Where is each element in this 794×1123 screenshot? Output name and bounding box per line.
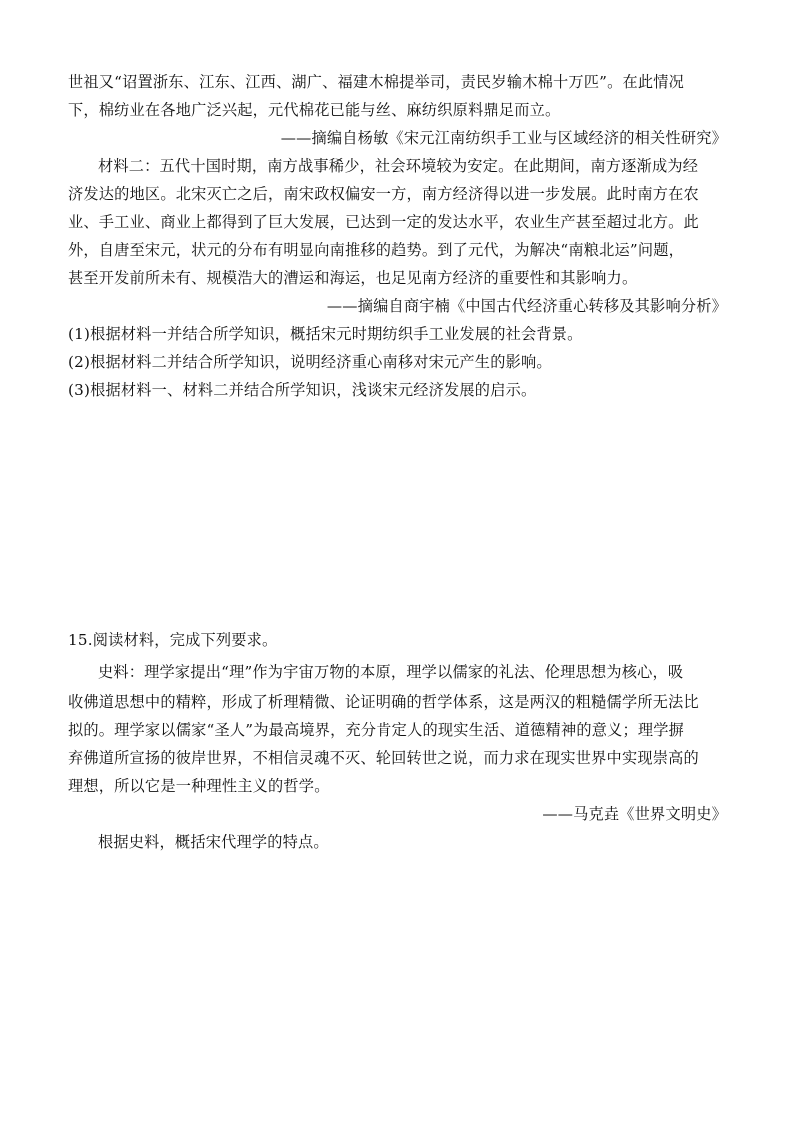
historical-material-line4: 弃佛道所宣扬的彼岸世界，不相信灵魂不灭、轮回转世之说，而力求在现实世界中实现崇高的 bbox=[68, 749, 699, 767]
material2-line3: 业、手工业、商业上都得到了巨大发展，已达到一定的发达水平，农业生产甚至超过北方。此 bbox=[68, 213, 699, 231]
question-2: (2)根据材料二并结合所学知识，说明经济重心南移对宋元产生的影响。 bbox=[68, 353, 552, 371]
question-1: (1)根据材料一并结合所学知识，概括宋元时期纺织手工业发展的社会背景。 bbox=[68, 325, 583, 343]
historical-material-line3: 拟的。理学家以儒家“圣人”为最高境界，充分肯定人的现实生活、道德精神的意义；理学摒 bbox=[68, 721, 685, 739]
historical-material-line1: 史料：理学家提出“理”作为宇宙万物的本原，理学以儒家的礼法、伦理思想为核心，吸 bbox=[98, 663, 684, 681]
historical-material-line5: 理想，所以它是一种理性主义的哲学。 bbox=[68, 777, 330, 795]
material2-line2: 济发达的地区。北宋灭亡之后，南宋政权偏安一方，南方经济得以进一步发展。此时南方在农 bbox=[68, 185, 699, 203]
historical-material-source: ——马克垚《世界文明史》 bbox=[542, 805, 727, 823]
question-15-prompt: 根据史料，概括宋代理学的特点。 bbox=[98, 833, 329, 851]
material1-line1: 世祖又“诏置浙东、江东、江西、湖广、福建木棉提举司，责民岁输木棉十万匹”。在此情况 bbox=[68, 73, 685, 91]
material2-source: ——摘编自商宇楠《中国古代经济重心转移及其影响分析》 bbox=[326, 297, 727, 315]
question-3: (3)根据材料一、材料二并结合所学知识，浅谈宋元经济发展的启示。 bbox=[68, 381, 537, 399]
material2-line4: 外，自唐至宋元，状元的分布有明显向南推移的趋势。到了元代，为解决“南粮北运”问题， bbox=[68, 241, 685, 259]
material2-line1: 材料二：五代十国时期，南方战事稀少，社会环境较为安定。在此期间，南方逐渐成为经 bbox=[98, 157, 699, 175]
historical-material-line2: 收佛道思想中的精粹，形成了析理精微、论证明确的哲学体系，这是两汉的粗糙儒学所无法比 bbox=[68, 693, 699, 711]
material1-source: ——摘编自杨敏《宋元江南纺织手工业与区域经济的相关性研究》 bbox=[280, 129, 727, 147]
question-15-title: 15.阅读材料，完成下列要求。 bbox=[68, 631, 278, 649]
material1-line2: 下，棉纺业在各地广泛兴起，元代棉花已能与丝、麻纺织原料鼎足而立。 bbox=[68, 101, 561, 119]
material2-line5: 甚至开发前所未有、规模浩大的漕运和海运，也足见南方经济的重要性和其影响力。 bbox=[68, 269, 638, 287]
